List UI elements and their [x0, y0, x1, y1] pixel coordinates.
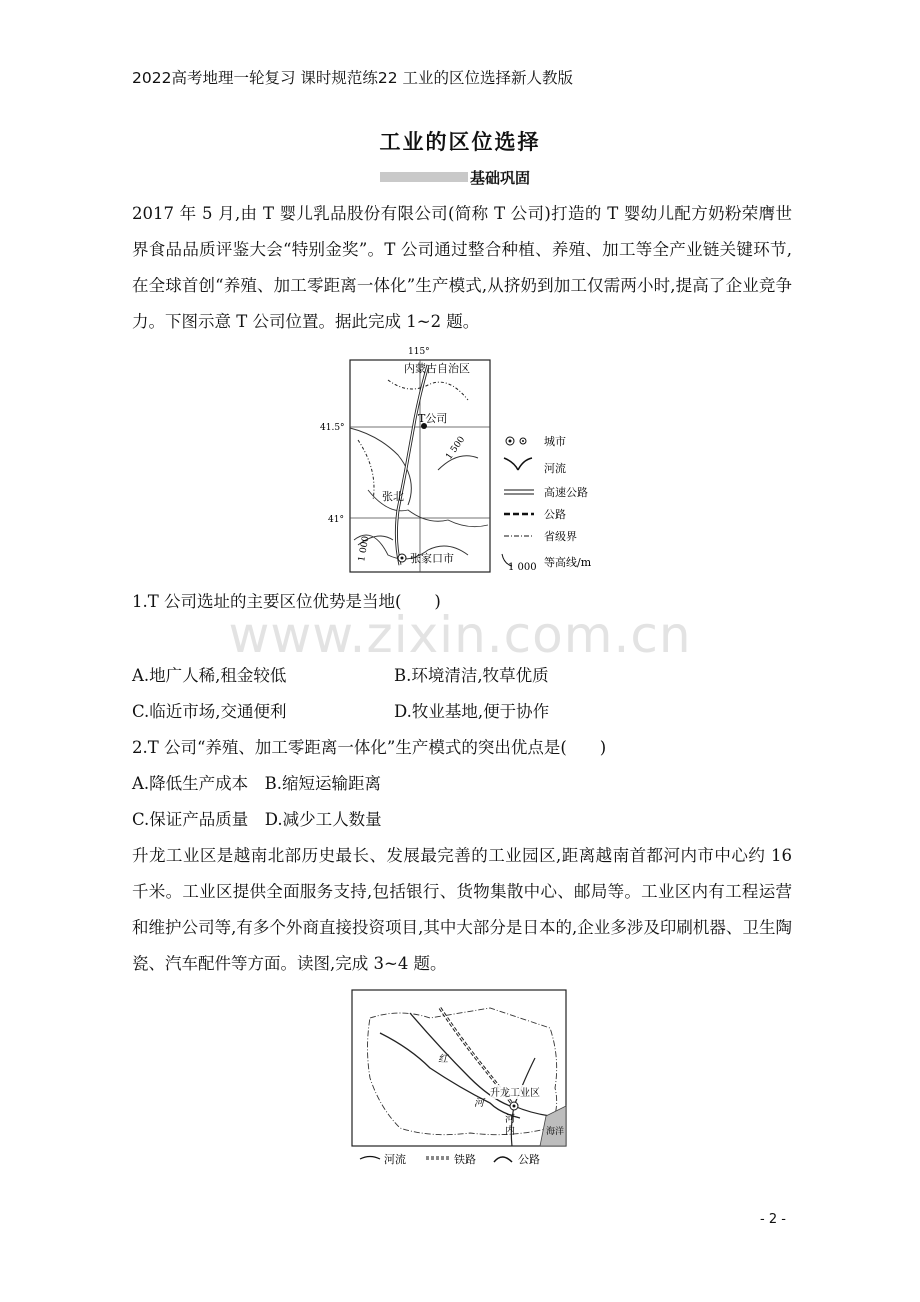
longitude-label: 115° — [408, 347, 430, 357]
company-label: T公司 — [418, 412, 448, 425]
legend-highway: 高速公路 — [544, 486, 588, 499]
latitude-label-1: 41.5° — [320, 423, 345, 433]
question-1-option-a: A.地广人稀,租金较低 — [132, 666, 287, 685]
legend-road: 公路 — [544, 508, 566, 521]
section-heading — [380, 168, 530, 186]
legend-river: 河流 — [544, 462, 566, 475]
city-label-zhangjiakou: 张家口市 — [410, 552, 454, 565]
contour-label-a: 1 500 — [444, 434, 468, 462]
watermark: www.zixin.com.cn — [228, 606, 692, 664]
city-label-1: 河 — [505, 1114, 515, 1125]
question-2-options-ab: A.降低生产成本 B.缩短运输距离 — [132, 774, 382, 793]
legend-contour-value: 1 000 — [508, 562, 537, 573]
question-2-stem: 2.T 公司“养殖、加工零距离一体化”生产模式的突出优点是( ) — [132, 738, 607, 757]
map2-legend — [360, 1152, 540, 1166]
legend-river-2: 河流 — [384, 1153, 406, 1166]
map-legend — [502, 435, 592, 573]
thang-long-industrial-zone-map — [350, 988, 572, 1170]
legend-boundary: 省级界 — [544, 530, 577, 543]
document-header: 2022高考地理一轮复习 课时规范练22 工业的区位选择新人教版 — [132, 69, 574, 87]
passage-2: 升龙工业区是越南北部历史最长、发展最完善的工业园区,距离越南首都河内市中心约 16 千米。工业区提供全面服务支持,包括银行、货物集散中心、邮局等。工业区内有工程运营和维护公司等,有多个外商直接投资项目,其中大部分是日本的,企业多涉及印刷机器、卫生陶瓷、汽车配件等方面。读图,完成 3~4 题。 — [132, 846, 792, 973]
page-title: 工业的区位选择 — [379, 129, 541, 154]
legend-rail: 铁路 — [454, 1153, 476, 1166]
section-label: 基础巩固 — [470, 168, 531, 187]
passage-1: 2017 年 5 月,由 T 婴儿乳品股份有限公司(简称 T 公司)打造的 T 婴幼儿配方奶粉荣膺世界食品品质评鉴大会“特别金奖”。T 公司通过整合种植、养殖、加工等全产业链关键环节,在全球首创“养殖、加工零距离一体化”生产模式,从挤奶到加工仅需两小时,提高了企业竞争力。下图示意 T 公司位置。据此完成 1~2 题。 — [132, 204, 792, 331]
question-1-stem: 1.T 公司选址的主要区位优势是当地( ) — [132, 592, 441, 611]
question-1-option-c: C.临近市场,交通便利 — [132, 702, 287, 721]
region-label: 内蒙古自治区 — [404, 362, 470, 375]
latitude-label-2: 41° — [328, 515, 344, 525]
question-1-option-d: D.牧业基地,便于协作 — [394, 702, 550, 721]
zone-label: 升龙工业区 — [490, 1088, 540, 1099]
city-label-zhangbei: 张北 — [382, 490, 404, 503]
contour-label-b: 1 000 — [357, 535, 372, 563]
legend-city: 城市 — [544, 435, 566, 448]
river-label-1: 红 — [438, 1054, 448, 1065]
city-label-2: 内 — [505, 1126, 515, 1137]
question-2-options-cd: C.保证产品质量 D.减少工人数量 — [132, 810, 382, 829]
question-1-option-b: B.环境清洁,牧草优质 — [394, 666, 549, 685]
legend-road-2: 公路 — [518, 1153, 540, 1166]
river-label-2: 河 — [474, 1098, 484, 1109]
legend-contour: 等高线/m — [544, 556, 592, 569]
sea-label: 海洋 — [546, 1127, 565, 1137]
section-bar — [380, 172, 468, 182]
page-number: - 2 - — [760, 1212, 786, 1227]
t-company-location-map — [318, 340, 608, 580]
